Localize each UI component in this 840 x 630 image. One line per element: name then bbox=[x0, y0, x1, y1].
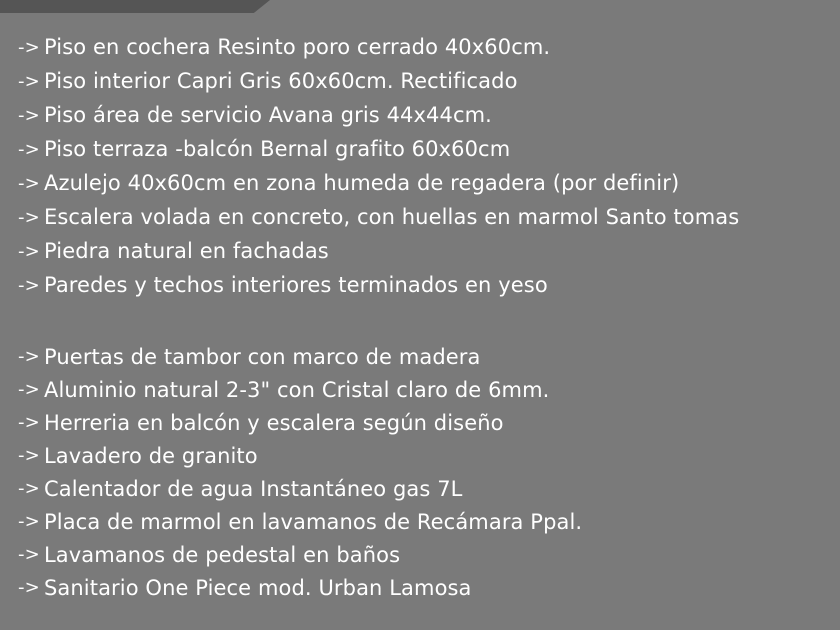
spec-item bbox=[18, 30, 840, 64]
header-tab bbox=[0, 0, 270, 13]
spec-text: Piso terraza -balcón Bernal grafito 60x60cm bbox=[44, 137, 511, 161]
arrow-right-icon: -> bbox=[18, 412, 40, 433]
arrow-right-icon: -> bbox=[18, 544, 40, 565]
spec-item bbox=[18, 98, 840, 132]
spec-text: Piso área de servicio Avana gris 44x44cm. bbox=[44, 103, 492, 127]
spec-item bbox=[18, 538, 840, 571]
spec-item bbox=[18, 132, 840, 166]
spec-text: Sanitario One Piece mod. Urban Lamosa bbox=[44, 575, 472, 600]
arrow-right-icon: -> bbox=[18, 104, 40, 126]
spec-item bbox=[18, 439, 840, 472]
spec-text: Lavadero de granito bbox=[44, 443, 258, 468]
arrow-right-icon: -> bbox=[18, 577, 40, 598]
spec-item bbox=[18, 406, 840, 439]
spec-text: Azulejo 40x60cm en zona humeda de regadera (por definir) bbox=[44, 171, 680, 195]
arrow-right-icon: -> bbox=[18, 206, 40, 228]
arrow-right-icon: -> bbox=[18, 511, 40, 532]
spec-text: Puertas de tambor con marco de madera bbox=[44, 344, 481, 369]
spec-item bbox=[18, 166, 840, 200]
arrow-right-icon: -> bbox=[18, 240, 40, 262]
spec-item bbox=[18, 373, 840, 406]
spec-text: Piso en cochera Resinto poro cerrado 40x60cm. bbox=[44, 35, 551, 59]
arrow-right-icon: -> bbox=[18, 274, 40, 296]
group-spacer bbox=[18, 302, 840, 340]
spec-item bbox=[18, 234, 840, 268]
spec-item bbox=[18, 505, 840, 538]
spec-text: Herreria en balcón y escalera según diseño bbox=[44, 410, 504, 435]
arrow-right-icon: -> bbox=[18, 346, 40, 367]
spec-item bbox=[18, 571, 840, 604]
arrow-right-icon: -> bbox=[18, 138, 40, 160]
spec-text: Piedra natural en fachadas bbox=[44, 239, 329, 263]
arrow-right-icon: -> bbox=[18, 70, 40, 92]
spec-item bbox=[18, 268, 840, 302]
spec-text: Lavamanos de pedestal en baños bbox=[44, 542, 401, 567]
spec-item bbox=[18, 200, 840, 234]
spec-text: Escalera volada en concreto, con huellas en marmol Santo tomas bbox=[44, 205, 740, 229]
spec-text: Piso interior Capri Gris 60x60cm. Rectificado bbox=[44, 69, 518, 93]
spec-text: Aluminio natural 2-3" con Cristal claro de 6mm. bbox=[44, 377, 550, 402]
spec-text: Paredes y techos interiores terminados en yeso bbox=[44, 273, 548, 297]
arrow-right-icon: -> bbox=[18, 36, 40, 58]
spec-text: Calentador de agua Instantáneo gas 7L bbox=[44, 476, 463, 501]
spec-list bbox=[18, 30, 840, 604]
arrow-right-icon: -> bbox=[18, 172, 40, 194]
arrow-right-icon: -> bbox=[18, 445, 40, 466]
spec-item bbox=[18, 340, 840, 373]
spec-text: Placa de marmol en lavamanos de Recámara Ppal. bbox=[44, 509, 583, 534]
arrow-right-icon: -> bbox=[18, 379, 40, 400]
spec-item bbox=[18, 64, 840, 98]
arrow-right-icon: -> bbox=[18, 478, 40, 499]
spec-item bbox=[18, 472, 840, 505]
